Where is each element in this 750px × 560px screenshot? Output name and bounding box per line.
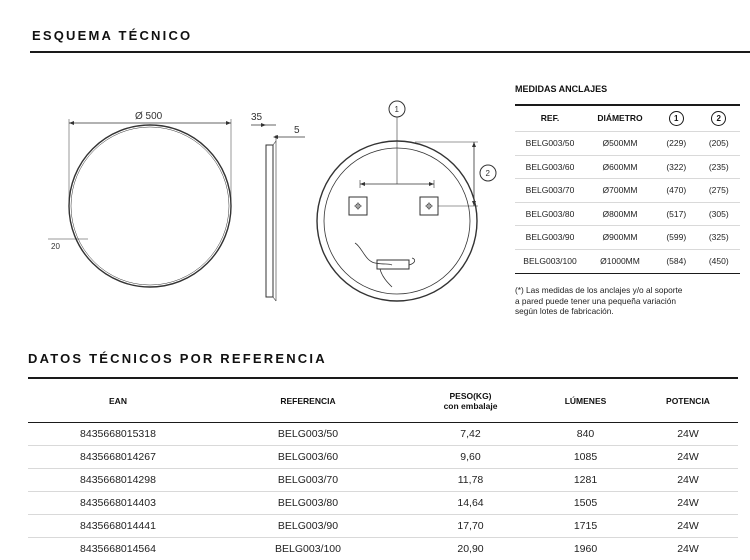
data-title: DATOS TÉCNICOS POR REFERENCIA [28,351,327,366]
schema-rule [30,51,750,53]
table-row: BELG003/50 Ø500MM (229) (205) [515,132,740,156]
led-cable [355,243,392,265]
diameter-label: Ø 500 [135,111,163,122]
table-row: 8435668014403 BELG003/80 14,64 1505 24W [28,491,738,514]
anchors-bottom-rule [515,273,740,275]
table-row: 8435668014267 BELG003/60 9,60 1085 24W [28,445,738,468]
table-row: BELG003/100 Ø1000MM (584) (450) [515,249,740,273]
mirror-front-inner [71,127,229,285]
offset-label: 20 [51,242,60,251]
header-lumenes: LÚMENES [533,380,638,422]
callout-2-label: 2 [485,169,490,178]
table-row: 8435668014298 BELG003/70 11,78 1281 24W [28,468,738,491]
anchors-header-2: 2 [698,106,741,132]
led-driver [377,260,409,269]
anchors-header-1: 1 [655,106,698,132]
mirror-side-view [266,145,273,297]
depth-label: 35 [251,112,263,123]
technical-data-table [28,380,738,560]
table-row: 8435668015318 BELG003/50 7,42 840 24W [28,422,738,445]
anchor-measurements [515,84,740,274]
table-row: BELG003/60 Ø600MM (322) (235) [515,155,740,179]
header-potencia: POTENCIA [638,380,738,422]
table-row: 8435668014564 BELG003/100 20,90 1960 24W [28,537,738,560]
anchors-header-ref: REF. [540,113,560,124]
anchors-header-diameter: DIÁMETRO [597,113,643,124]
table-row: BELG003/70 Ø700MM (470) (275) [515,179,740,203]
header-referencia: REFERENCIA [208,380,408,422]
schema-title: ESQUEMA TÉCNICO [32,28,193,43]
table-row: BELG003/90 Ø900MM (599) (325) [515,226,740,250]
data-rule [28,377,738,379]
header-peso: PESO(KG) con embalaje [408,380,533,422]
anchors-note: (*) Las medidas de los anclajes y/o al soporte a pared puede tener una pequeña variación según lotes de fabricación. [515,285,683,316]
header-ean: EAN [28,380,208,422]
anchors-title: MEDIDAS ANCLAJES [515,84,608,94]
technical-drawing [40,95,510,305]
table-row: BELG003/80 Ø800MM (517) (305) [515,202,740,226]
callout-1-label: 1 [394,105,399,114]
mirror-front-circle [69,125,231,287]
anchors-table [515,106,740,273]
thickness-label: 5 [294,125,300,136]
table-row: 8435668014441 BELG003/90 17,70 1715 24W [28,514,738,537]
